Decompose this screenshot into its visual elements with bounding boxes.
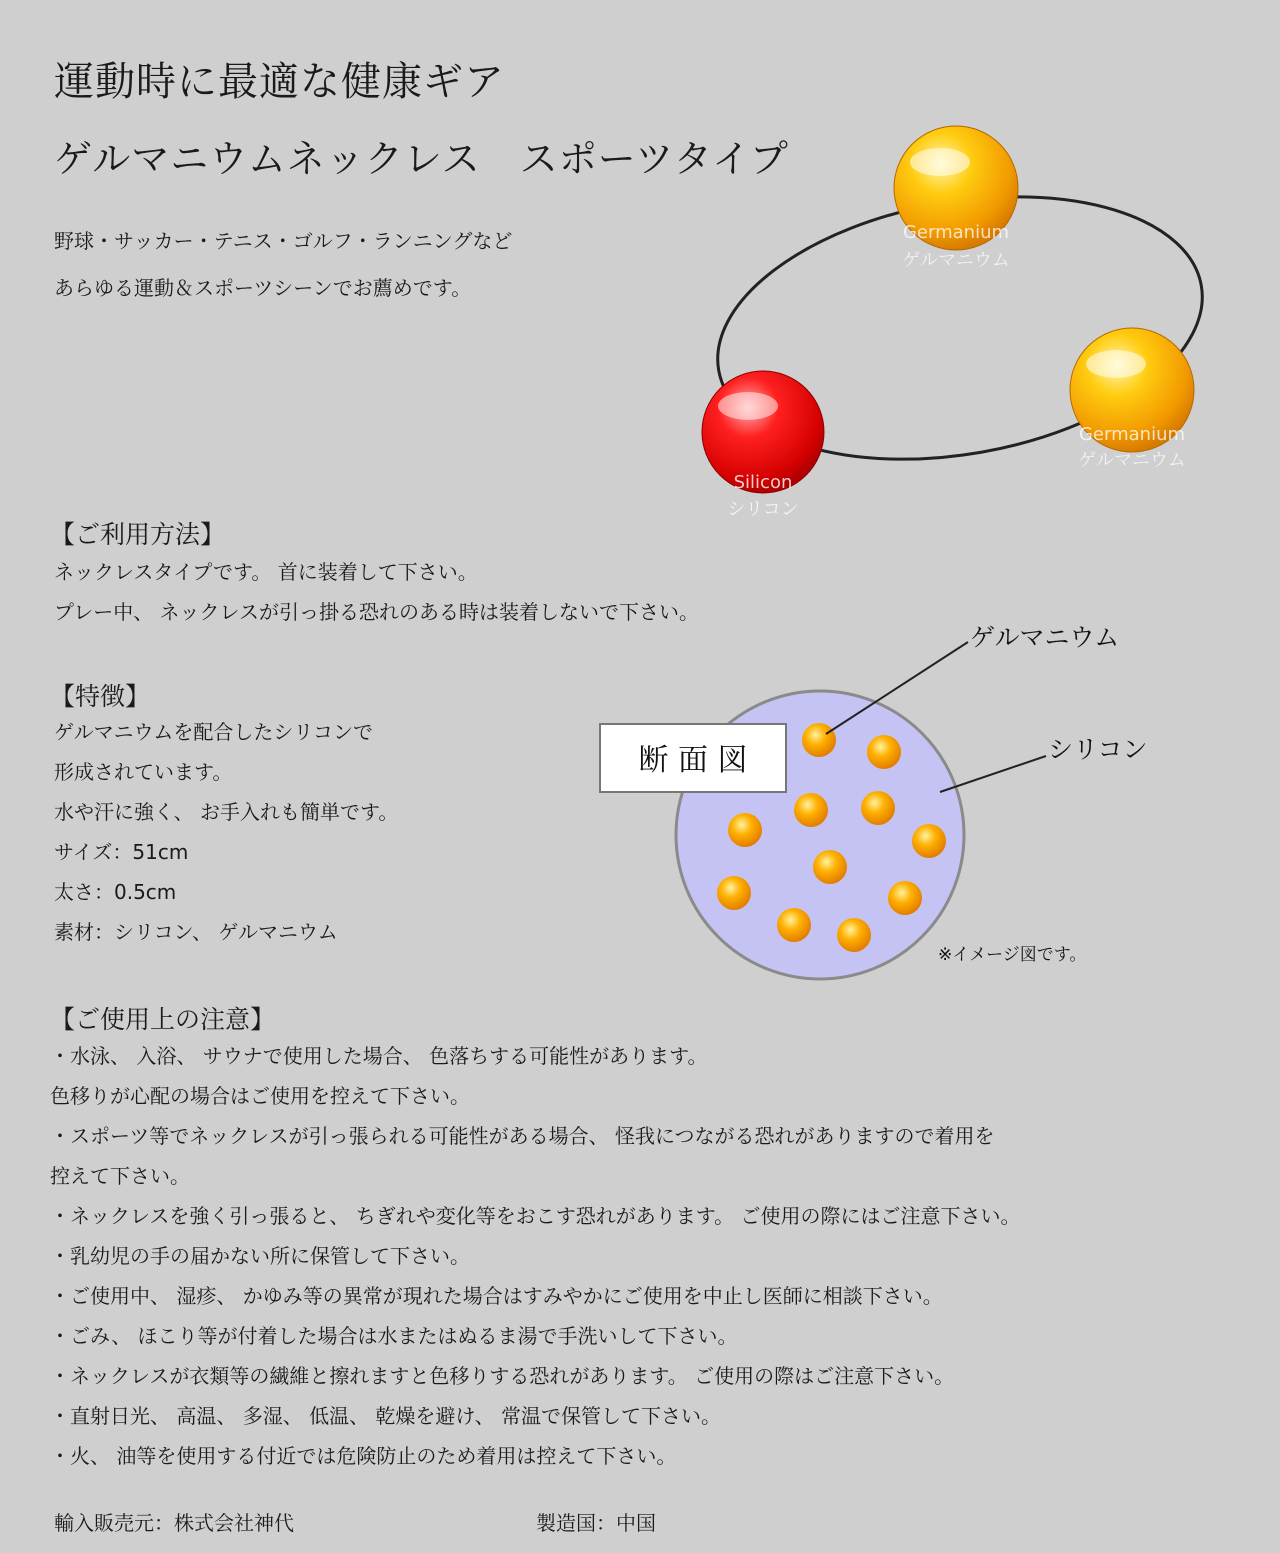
features-text [54,712,398,952]
bead-left-en: Silicon [733,472,793,493]
caution-item: ・ ご使用中、 湿疹、 かゆみ等の異常が現れた場合はすみやかにご使用を中止し医師に相談下さい。 [50,1276,1150,1316]
usage-line: プレー中、 ネックレスが引っ掛る恐れのある時は装着しないで下さい。 [54,600,699,624]
usage-line: ネックレスタイプです。 首に装着して下さい。 [54,560,478,584]
particle [837,918,871,952]
cautions-list [50,1036,1150,1476]
bead-right-en: Germanium [1078,424,1186,445]
cautions-heading: 【ご使用上の注意】 [50,1005,276,1034]
feature-line: 水や汗に強く、 お手入れも簡単です。 [54,800,399,824]
particle [813,850,847,884]
bead-top-en: Germanium [902,222,1010,243]
caution-item: ・ 直射日光、 高温、 多湿、 低温、 乾燥を避け、 常温で保管して下さい。 [50,1396,1150,1436]
callout-silicon: シリコン [1048,735,1148,764]
particle [802,723,836,757]
particle [777,908,811,942]
bead-top-ja: ゲルマニウム [902,250,1010,271]
intro-sports: 野球・サッカー・テニス・ゴルフ・ランニングなど [54,229,513,253]
feature-material: 素材：シリコン、 ゲルマニウム [54,920,338,944]
feature-size: サイズ：51cm [54,840,189,864]
caution-item: ・ ネックレスを強く引っ張ると、 ちぎれや変化等をおこす恐れがあります。 ご使用の際にはご注意下さい。 [50,1196,1150,1236]
caution-item: ・ ネックレスが衣類等の繊維と擦れますと色移りする恐れがあります。 ご使用の際はご注意下さい。 [50,1356,1150,1396]
bead-right-ja: ゲルマニウム [1078,450,1186,471]
caution-item: ・ 水泳、 入浴、 サウナで使用した場合、 色落ちする可能性があります。 色移りが心配の場合はご使用を控えて下さい。 [50,1036,1150,1116]
particle [861,791,895,825]
bead-left-ja: シリコン [727,499,799,520]
particle [794,793,828,827]
particle [867,735,901,769]
particle [888,881,922,915]
page-title: 運動時に最適な健康ギア [54,59,505,105]
footer-importer: 輸入販売元：株式会社神代 [54,1511,294,1535]
particle [912,824,946,858]
caution-item: ・ ごみ、 ほこり等が付着した場合は水またはぬるま湯で手洗いして下さい。 [50,1316,1150,1356]
particle [728,813,762,847]
usage-heading: 【ご利用方法】 [50,520,226,549]
product-name: ゲルマニウムネックレス スポーツタイプ [54,137,789,181]
necklace-diagram [690,110,1250,540]
particle [717,876,751,910]
caution-item: ・ 火、 油等を使用する付近では危険防止のため着用は控えて下さい。 [50,1436,1150,1476]
feature-line: ゲルマニウムを配合したシリコンで [54,720,373,744]
footer-origin: 製造国：中国 [536,1511,656,1535]
caution-item: ・ スポーツ等でネックレスが引っ張られる可能性がある場合、 怪我につながる恐れがありますので着用を 控えて下さい。 [50,1116,1150,1196]
germanium-bead-right [1070,328,1194,471]
cross-section-label: 断 面 図 [638,743,748,778]
feature-line: 形成されています。 [54,760,233,784]
silicon-leader-line [940,756,1046,792]
feature-thickness: 太さ：0.5cm [54,880,177,904]
callout-germanium: ゲルマニウム [970,623,1120,652]
intro-scenes: あらゆる運動＆スポーツシーンでお薦めです。 [54,276,472,300]
caution-item: ・ 乳幼児の手の届かない所に保管して下さい。 [50,1236,1150,1276]
germanium-bead-top [894,126,1018,271]
features-heading: 【特徴】 [50,682,151,711]
image-note: ※イメージ図です。 [938,945,1087,965]
cross-section-diagram [590,610,1150,990]
silicon-bead-left [702,371,824,520]
